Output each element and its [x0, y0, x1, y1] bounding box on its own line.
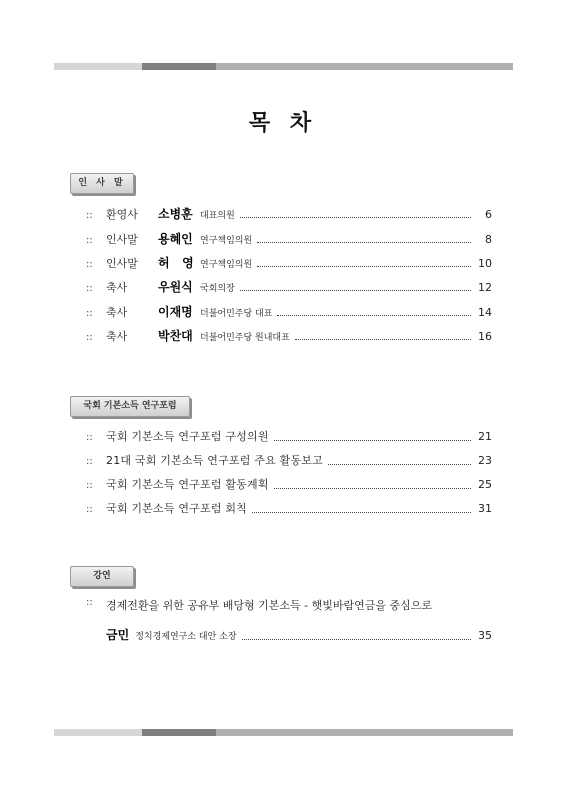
toc-entry[interactable] [86, 230, 492, 246]
speaker-role: 정치경제연구소 대안 소장 [135, 632, 237, 642]
leader-dots [328, 464, 471, 465]
entry-text: 국회 기본소득 연구포럼 구성의원 [106, 430, 269, 443]
entry-kind: 축사 [106, 306, 128, 319]
entry-kind: 축사 [106, 330, 128, 343]
toc-entry[interactable] [86, 452, 492, 468]
bullet-icon: :: [86, 332, 93, 343]
entry-role: 대표의원 [200, 211, 235, 221]
bullet-icon: :: [86, 283, 93, 294]
entry-name: 허 영 [158, 256, 194, 270]
leader-dots [252, 512, 471, 513]
entry-kind: 축사 [106, 281, 128, 294]
section-tab-lecture: 강연 [70, 566, 134, 587]
toc-entry[interactable] [86, 254, 492, 270]
leader-dots [257, 266, 471, 267]
speaker-name: 금민 [106, 628, 130, 642]
toc-entry[interactable] [86, 476, 492, 492]
toc-entry[interactable] [86, 205, 492, 221]
bullet-icon: :: [86, 504, 93, 515]
bullet-icon: :: [86, 480, 93, 491]
toc-entry[interactable] [86, 500, 492, 516]
entry-role: 연구책임의원 [200, 260, 253, 270]
entry-page: 8 [485, 233, 492, 246]
entry-name: 이재명 [158, 305, 193, 319]
bullet-icon: :: [86, 308, 93, 319]
entry-page: 14 [478, 306, 492, 319]
entry-kind: 환영사 [106, 208, 138, 221]
entry-name: 우원식 [158, 280, 193, 294]
lecture-title-line[interactable] [86, 597, 506, 613]
lecture-title: 경제전환을 위한 공유부 배당형 기본소득 - 햇빛바람연금을 중심으로 [106, 599, 432, 612]
bullet-icon: :: [86, 597, 93, 608]
entry-page: 31 [478, 502, 492, 515]
entry-page: 25 [478, 478, 492, 491]
entry-text: 국회 기본소득 연구포럼 활동계획 [106, 478, 269, 491]
leader-dots [242, 639, 471, 640]
bullet-icon: :: [86, 432, 93, 443]
entry-page: 12 [478, 281, 492, 294]
bullet-icon: :: [86, 235, 93, 246]
leader-dots [240, 217, 471, 218]
entry-name: 소병훈 [158, 207, 193, 221]
leader-dots [295, 339, 471, 340]
toc-entry[interactable] [86, 278, 492, 294]
entry-page: 35 [478, 629, 492, 642]
toc-entry[interactable] [86, 428, 492, 444]
section-tab-forum: 국회 기본소득 연구포럼 [70, 396, 190, 417]
leader-dots [257, 242, 471, 243]
entry-role: 더불어민주당 원내대표 [200, 333, 290, 343]
leader-dots [274, 488, 471, 489]
page-title: 목 차 [248, 111, 318, 136]
entry-page: 10 [478, 257, 492, 270]
entry-page: 6 [485, 208, 492, 221]
entry-role: 더불어민주당 대표 [200, 309, 273, 319]
entry-page: 16 [478, 330, 492, 343]
entry-page: 23 [478, 454, 492, 467]
toc-entry[interactable] [86, 327, 492, 343]
bottom-decorative-bar [54, 729, 513, 736]
bullet-icon: :: [86, 210, 93, 221]
section-tab-greetings: 인 사 말 [70, 173, 134, 194]
bullet-icon: :: [86, 259, 93, 270]
leader-dots [240, 290, 471, 291]
toc-entry[interactable] [86, 303, 492, 319]
bullet-icon: :: [86, 456, 93, 467]
entry-name: 박찬대 [158, 329, 193, 343]
leader-dots [277, 315, 471, 316]
entry-text: 21대 국회 기본소득 연구포럼 주요 활동보고 [106, 454, 323, 467]
entry-role: 국회의장 [200, 284, 235, 294]
entry-text: 국회 기본소득 연구포럼 회칙 [106, 502, 248, 515]
entry-role: 연구책임의원 [200, 236, 253, 246]
entry-page: 21 [478, 430, 492, 443]
entry-kind: 인사말 [106, 257, 138, 270]
leader-dots [274, 440, 471, 441]
toc-entry[interactable] [106, 626, 492, 643]
entry-kind: 인사말 [106, 233, 138, 246]
entry-name: 용혜인 [158, 232, 193, 246]
top-decorative-bar [54, 63, 513, 70]
